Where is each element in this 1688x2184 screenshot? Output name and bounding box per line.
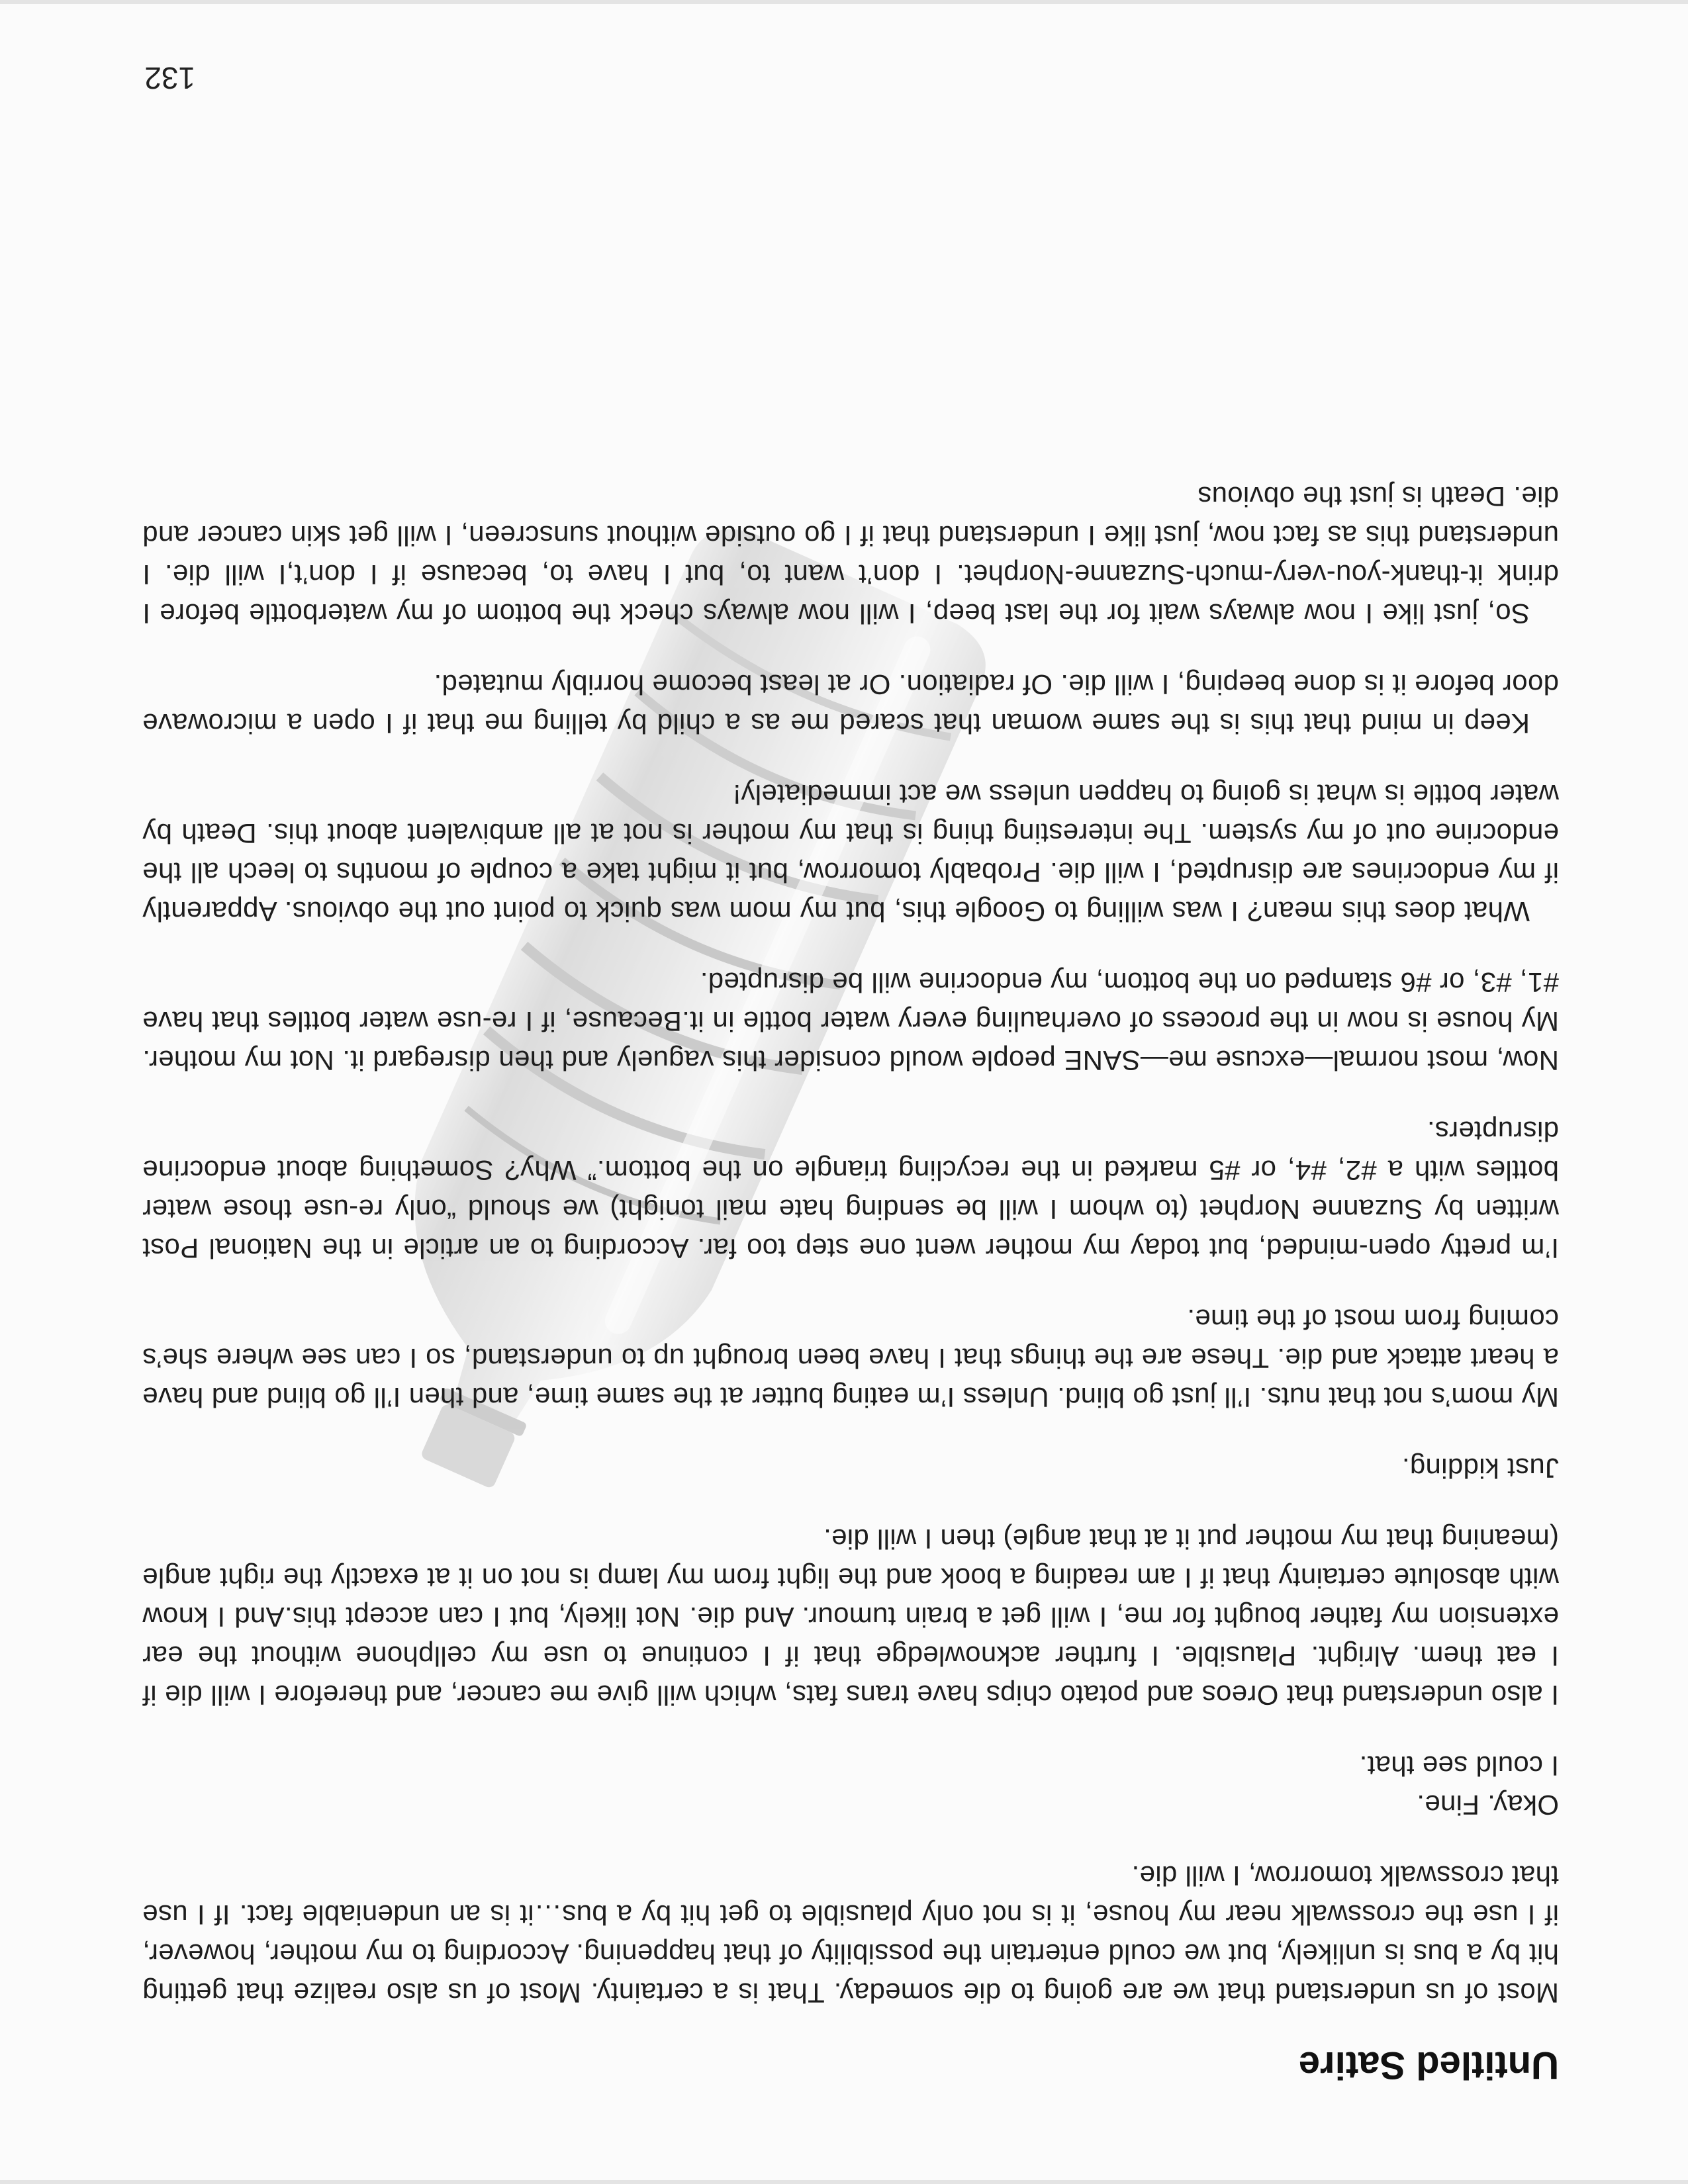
document-body xyxy=(142,445,1559,2088)
paragraph-7: I’m pretty open-minded, but today my mother went one step too far. According to an article in the National Post written by Suzanne Norphet (to whom I will be sending hate mail tonight) we should “only re-use those water bottles with a #2, #4, or #5 marked in the recycling triangle on the bottom.” Why? Something about endocrine disrupters. xyxy=(142,1116,1559,1265)
page-number: 132 xyxy=(144,61,195,95)
paragraph-3: I could see that. xyxy=(1359,1751,1559,1782)
paragraph-11: So, just like I now always wait for the last beep, I will now always check the bottom of my waterbottle before I drink it-thank-you-very-much-Suzanne-Norphet. I don’t want to, but I have to, because if I don’t,I will die. I understand this as fact now, just like I understand that if I go outside without sunscreen, I will get skin cancer and die. Death is just the obvious xyxy=(142,481,1559,630)
paragraph-9: What does this mean? I was willing to Google this, but my mom was quick to point out the obvious. Apparently if my endocrines are disrupted, I will die. Probably tomorrow, but it might take a couple of months to leech all the endocrine out of my system. The interesting thing is that my mother is not at all ambivalent about this. Death by water bottle is what is going to happen unless we act immediately! xyxy=(142,779,1559,928)
paragraph-1: Most of us understand that we are going to die someday. That is a certainty. Most of us also realize that getting hit by a bus is unlikely, but we could entertain the possibility of that happening. According to my mother, however, if I use the crosswalk near my house, it is not only plausible to get hit by a bus…it is an undeniable fact. If I use that crosswalk tomorrow, I will die. xyxy=(142,1860,1559,2009)
paragraph-5: Just kidding. xyxy=(1401,1453,1559,1484)
document-title: Untitled Satire xyxy=(1298,2044,1559,2087)
scan-edge-bottom xyxy=(0,2180,1688,2184)
paragraph-2: Okay. Fine. xyxy=(1417,1790,1559,1821)
paragraph-4: I also understand that Oreos and potato chips have trans fats, which will give me cancer, and therefore I will die if I eat them. Alright. Plausible. I further acknowledge that if I continue to use my cellphone without the ear extension my father bought for me, I will get a brain tumour. And die. Not likely, but I can accept this.And I know with absolute certainty that if I am reading a book and the light from my lamp is not on it at exactly the right angle (meaning that my mother put it at that angle) then I will die. xyxy=(142,1524,1559,1711)
paragraph-6: My mom’s not that nuts. I’ll just go blind. Unless I’m eating butter at the same time, and then I’ll go blind and have a heart attack and die. These are the things that I have been brought up to understand, so I can see where she’s coming from most of the time. xyxy=(142,1304,1559,1414)
paragraph-10: Keep in mind that this is the same woman that scared me as a child by telling me that if I open a microwave door before it is done beeping, I will die. Of radiation. Or at least become horribly mutated. xyxy=(142,669,1559,740)
paragraph-8: Now, most normal—excuse me—SANE people would consider this vaguely and then disregard it. Not my mother. My house is now in the process of overhauling every water bottle in it.Because, if I re-use water bottles that have #1, #3, or #6 stamped on the bottom, my endocrine will be disrupted. xyxy=(142,967,1559,1077)
scan-edge-top xyxy=(0,0,1688,4)
